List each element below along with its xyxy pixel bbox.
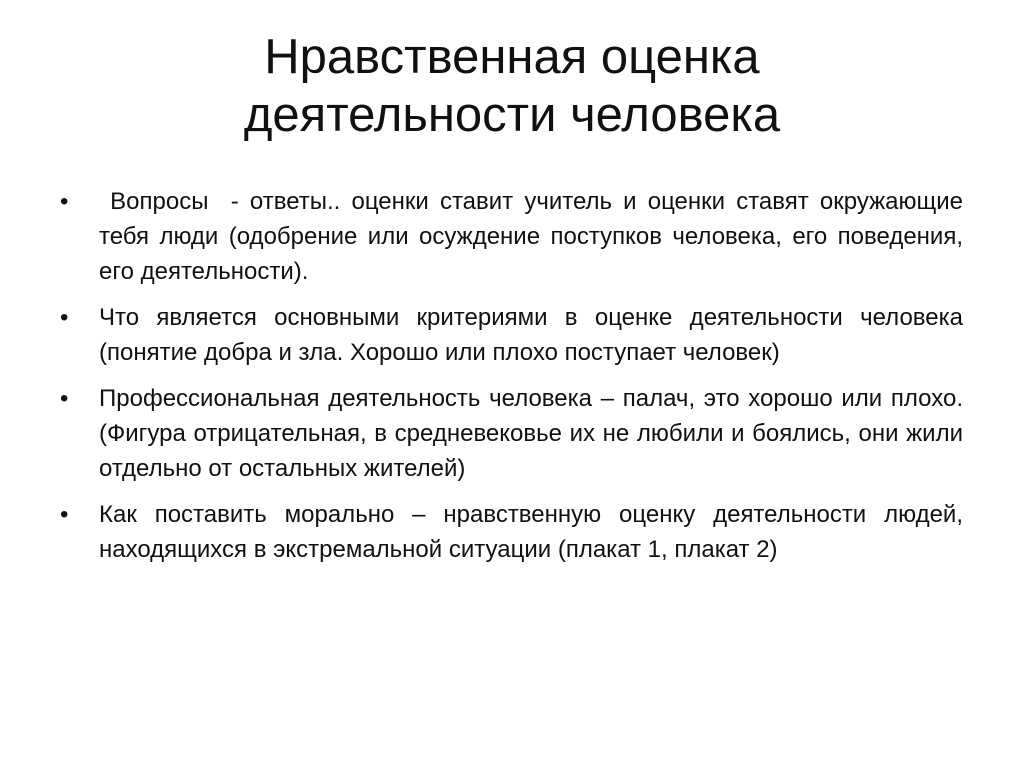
bullet-item: [60, 300, 963, 370]
slide-title: [60, 28, 964, 144]
bullet-item: [60, 184, 970, 289]
bullet-text: Что является основными критериями в оценке деятельности человека (понятие добра и зла. Хорошо или плохо поступает человек): [99, 304, 963, 366]
bullet-text: Как поставить морально – нравственную оценку деятельности людей, находящихся в экстремальной ситуации (плакат 1, плакат 2): [99, 501, 963, 563]
bullet-icon: •: [60, 188, 69, 215]
bullet-text: Вопросы - ответы.. оценки ставит учитель и оценки ставят окружающие тебя люди (одобрение или осуждение поступков человека, его поведения, его деятельности).: [99, 188, 970, 285]
bullet-text: Профессиональная деятельность человека – палач, это хорошо или плохо. (Фигура отрицательная, в средневековье их не любили и боялись, они жили отдельно от остальных жителей): [99, 385, 963, 482]
bullet-icon: •: [60, 501, 69, 528]
bullet-item: [60, 381, 963, 486]
slide-title-line-2: деятельности человека: [243, 88, 781, 142]
bullet-icon: •: [60, 304, 69, 331]
bullet-item: [60, 497, 963, 567]
slide-title-line-1: Нравственная оценка: [264, 30, 760, 84]
bullet-icon: •: [60, 385, 69, 412]
bullet-list: [60, 184, 970, 578]
